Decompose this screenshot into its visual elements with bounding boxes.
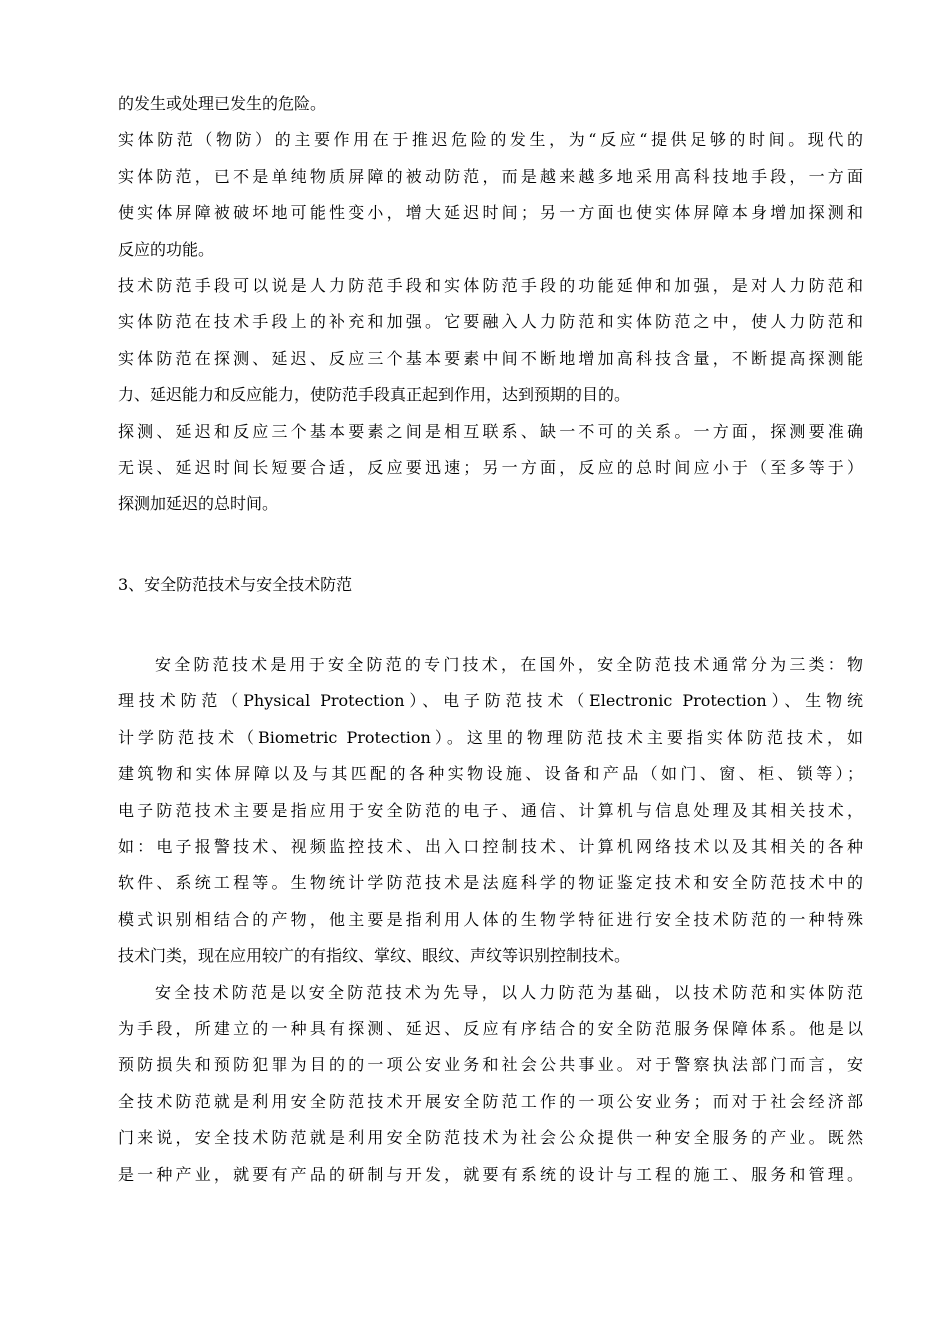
text-line: 如：电子报警技术、视频监控技术、出入口控制技术、计算机网络技术以及其相关的各种	[118, 837, 863, 857]
text-line: 实体防范，已不是单纯物质屏障的被动防范，而是越来越多地采用高科技地手段，一方面	[118, 166, 863, 186]
text-line: 的发生或处理已发生的危险。	[118, 94, 327, 113]
text-line: 技术门类，现在应用较广的有指纹、掌纹、眼纹、声纹等识别控制技术。	[118, 946, 631, 966]
text-line: 模式识别相结合的产物，他主要是指利用人体的生物学特征进行安全技术防范的一种特殊	[118, 909, 863, 929]
text-line: 探测加延迟的总时间。	[118, 494, 279, 514]
spacer	[118, 603, 863, 647]
text-line: 建筑物和实体屏障以及与其匹配的各种实物设施、设备和产品（如门、窗、柜、锁等）；	[118, 764, 863, 784]
text-line: 力、延迟能力和反应能力，使防范手段真正起到作用，达到预期的目的。	[118, 385, 631, 405]
text-line: 使实体屏障被破坏地可能性变小，增大延迟时间；另一方面也使实体屏障本身增加探测和	[118, 203, 863, 223]
text-line: 无误、延迟时间长短要合适，反应要迅速；另一方面，反应的总时间应小于（至多等于）	[118, 457, 863, 477]
document-page	[118, 86, 863, 1193]
paragraph-technical-prevention	[118, 268, 863, 414]
text-line: 全技术防范就是利用安全防范技术开展安全防范工作的一项公安业务；而对于社会经济部	[118, 1091, 863, 1111]
text-line: 计学防范技术（Biometric Protection）。这里的物理防范技术主要指实体防范技术，如	[118, 727, 863, 747]
paragraph-three-elements	[118, 414, 863, 523]
text-line: 技术防范手段可以说是人力防范手段和实体防范手段的功能延伸和加强，是对人力防范和	[118, 275, 863, 295]
text-line: 为手段，所建立的一种具有探测、延迟、反应有序结合的安全防范服务保障体系。他是以	[118, 1018, 863, 1038]
paragraph-security-technical-prevention	[118, 975, 863, 1193]
paragraph-physical-prevention	[118, 122, 863, 268]
paragraph-security-technology	[118, 647, 863, 975]
text-line: 实体防范在探测、延迟、反应三个基本要素中间不断地增加高科技含量，不断提高探测能	[118, 348, 863, 368]
section-heading: 3、安全防范技术与安全技术防范	[118, 574, 353, 594]
text-line: 软件、系统工程等。生物统计学防范技术是法庭科学的物证鉴定技术和安全防范技术中的	[118, 873, 863, 893]
paragraph-intro-end	[118, 86, 863, 122]
text-line: 探测、延迟和反应三个基本要素之间是相互联系、缺一不可的关系。一方面，探测要准确	[118, 421, 863, 441]
text-line: 反应的功能。	[118, 239, 215, 259]
text-line: 预防损失和预防犯罪为目的的一项公安业务和社会公共事业。对于警察执法部门而言，安	[118, 1055, 863, 1075]
text-line: 理技术防范（Physical Protection）、电子防范技术（Electronic Protection）、生物统	[118, 691, 863, 711]
text-line: 实体防范（物防）的主要作用在于推迟危险的发生，为“反应“提供足够的时间。现代的	[118, 130, 863, 150]
text-line: 门来说，安全技术防范就是利用安全防范技术为社会公众提供一种安全服务的产业。既然	[118, 1128, 863, 1148]
text-line: 电子防范技术主要是指应用于安全防范的电子、通信、计算机与信息处理及其相关技术，	[118, 800, 863, 820]
spacer	[118, 523, 863, 567]
text-line: 实体防范在技术手段上的补充和加强。它要融入人力防范和实体防范之中，使人力防范和	[118, 312, 863, 332]
text-line: 是一种产业，就要有产品的研制与开发，就要有系统的设计与工程的施工、服务和管理。	[118, 1164, 863, 1184]
text-line: 安全防范技术是用于安全防范的专门技术，在国外，安全防范技术通常分为三类：物	[155, 655, 863, 675]
text-line: 安全技术防范是以安全防范技术为先导，以人力防范为基础，以技术防范和实体防范	[155, 982, 863, 1002]
